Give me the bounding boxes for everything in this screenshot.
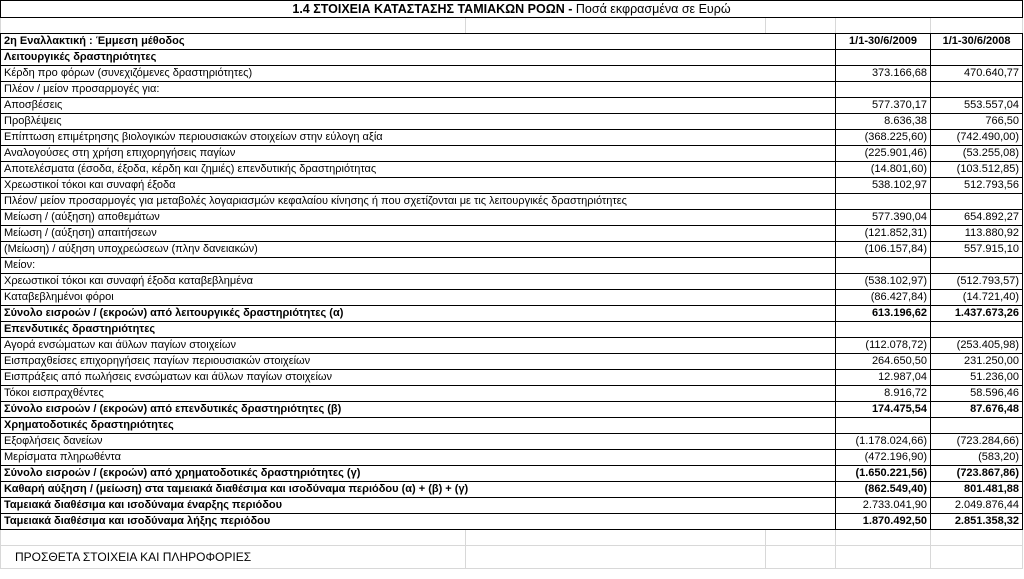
value-2009: (472.196,90) xyxy=(836,450,931,466)
table-row xyxy=(1,66,1023,82)
extra-info-row xyxy=(1,546,1023,569)
value-2008: 231.250,00 xyxy=(931,354,1023,370)
value-2009 xyxy=(836,418,931,434)
header-col-2008: 1/1-30/6/2008 xyxy=(931,34,1023,50)
value-2008: (723.284,66) xyxy=(931,434,1023,450)
value-2008: (253.405,98) xyxy=(931,338,1023,354)
value-2009: (538.102,97) xyxy=(836,274,931,290)
value-2008: (723.867,86) xyxy=(931,466,1023,482)
table-row xyxy=(1,498,1023,514)
row-label: Προβλέψεις xyxy=(1,114,836,130)
row-label: Μείον: xyxy=(1,258,836,274)
table-row xyxy=(1,450,1023,466)
table-row xyxy=(1,194,1023,210)
row-label: Καταβεβλημένοι φόροι xyxy=(1,290,836,306)
table-title-row xyxy=(1,1,1023,18)
table-row xyxy=(1,354,1023,370)
table-row xyxy=(1,178,1023,194)
row-label: Πλέον/ μείον προσαρμογές για μεταβολές λογαριασμών κεφαλαίου κίνησης ή που σχετίζονται με τις λειτουργικές δραστηριότητες xyxy=(1,194,836,210)
value-2009: 8.916,72 xyxy=(836,386,931,402)
value-2008: 58.596,46 xyxy=(931,386,1023,402)
value-2008: 51.236,00 xyxy=(931,370,1023,386)
value-2009: 8.636,38 xyxy=(836,114,931,130)
value-2009: 174.475,54 xyxy=(836,402,931,418)
value-2009: 538.102,97 xyxy=(836,178,931,194)
title-bold: 1.4 ΣΤΟΙΧΕΙΑ ΚΑΤΑΣΤΑΣΗΣ ΤΑΜΙΑΚΩΝ ΡΟΩΝ - xyxy=(292,2,573,16)
row-label: Σύνολο εισροών / (εκροών) από λειτουργικές δραστηριότητες (α) xyxy=(1,306,836,322)
row-label: Πλέον / μείον προσαρμογές για: xyxy=(1,82,836,98)
value-2009: (368.225,60) xyxy=(836,130,931,146)
value-2009: 577.370,17 xyxy=(836,98,931,114)
table-row xyxy=(1,434,1023,450)
value-2009: (86.427,84) xyxy=(836,290,931,306)
value-2008: (512.793,57) xyxy=(931,274,1023,290)
row-label: Χρηματοδοτικές δραστηριότητες xyxy=(1,418,836,434)
value-2009: 2.733.041,90 xyxy=(836,498,931,514)
row-label: Αποσβέσεις xyxy=(1,98,836,114)
table-row xyxy=(1,258,1023,274)
blank-row xyxy=(1,530,1023,546)
header-row xyxy=(1,34,1023,50)
value-2008: (103.512,85) xyxy=(931,162,1023,178)
value-2008: 512.793,56 xyxy=(931,178,1023,194)
table-row xyxy=(1,50,1023,66)
value-2009: (1.178.024,66) xyxy=(836,434,931,450)
value-2009: (14.801,60) xyxy=(836,162,931,178)
table-row xyxy=(1,306,1023,322)
title-normal: Ποσά εκφρασμένα σε Ευρώ xyxy=(572,2,731,16)
value-2009: (112.078,72) xyxy=(836,338,931,354)
value-2009: (225.901,46) xyxy=(836,146,931,162)
table-row xyxy=(1,210,1023,226)
row-label: Κέρδη προ φόρων (συνεχιζόμενες δραστηριότητες) xyxy=(1,66,836,82)
value-2009: 577.390,04 xyxy=(836,210,931,226)
row-label: Τόκοι εισπραχθέντες xyxy=(1,386,836,402)
value-2008: (742.490,00) xyxy=(931,130,1023,146)
row-label: Ταμειακά διαθέσιμα και ισοδύναμα έναρξης περιόδου xyxy=(1,498,836,514)
value-2009: (862.549,40) xyxy=(836,482,931,498)
row-label: Αποτελέσματα (έσοδα, έξοδα, κέρδη και ζημιές) επενδυτικής δραστηριότητας xyxy=(1,162,836,178)
table-row xyxy=(1,322,1023,338)
header-col-2009: 1/1-30/6/2009 xyxy=(836,34,931,50)
row-label: Εξοφλήσεις δανείων xyxy=(1,434,836,450)
row-label: Επενδυτικές δραστηριότητες xyxy=(1,322,836,338)
table-row xyxy=(1,386,1023,402)
table-row xyxy=(1,402,1023,418)
row-label: Επίπτωση επιμέτρησης βιολογικών περιουσιακών στοιχείων στην εύλογη αξία xyxy=(1,130,836,146)
value-2008 xyxy=(931,194,1023,210)
table-title xyxy=(1,1,1023,18)
row-label: (Μείωση) / αύξηση υποχρεώσεων (πλην δανειακών) xyxy=(1,242,836,258)
value-2009 xyxy=(836,82,931,98)
table-row xyxy=(1,370,1023,386)
value-2009: 264.650,50 xyxy=(836,354,931,370)
table-row xyxy=(1,130,1023,146)
value-2008 xyxy=(931,418,1023,434)
row-label: Μερίσματα πληρωθέντα xyxy=(1,450,836,466)
row-label: Χρεωστικοί τόκοι και συναφή έξοδα καταβεβλημένα xyxy=(1,274,836,290)
row-label: Εισπράξεις από πωλήσεις ενσώματων και άϋλων παγίων στοιχείων xyxy=(1,370,836,386)
value-2008: 766,50 xyxy=(931,114,1023,130)
value-2009: 613.196,62 xyxy=(836,306,931,322)
table-row xyxy=(1,226,1023,242)
table-row xyxy=(1,146,1023,162)
value-2008: 557.915,10 xyxy=(931,242,1023,258)
value-2009: 373.166,68 xyxy=(836,66,931,82)
table-row xyxy=(1,418,1023,434)
value-2008: 2.049.876,44 xyxy=(931,498,1023,514)
table-row xyxy=(1,242,1023,258)
table-row xyxy=(1,274,1023,290)
value-2008: 113.880,92 xyxy=(931,226,1023,242)
row-label: Αγορά ενσώματων και άϋλων παγίων στοιχείων xyxy=(1,338,836,354)
value-2008: 2.851.358,32 xyxy=(931,514,1023,530)
blank-row xyxy=(1,18,1023,34)
value-2008: (53.255,08) xyxy=(931,146,1023,162)
value-2009: (1.650.221,56) xyxy=(836,466,931,482)
value-2009: 1.870.492,50 xyxy=(836,514,931,530)
value-2008: 1.437.673,26 xyxy=(931,306,1023,322)
value-2009 xyxy=(836,322,931,338)
extra-info-title: ΠΡΟΣΘΕΤΑ ΣΤΟΙΧΕΙΑ ΚΑΙ ΠΛΗΡΟΦΟΡΙΕΣ xyxy=(1,546,466,569)
row-label: Σύνολο εισροών / (εκροών) από επενδυτικές δραστηριότητες (β) xyxy=(1,402,836,418)
table-row xyxy=(1,114,1023,130)
value-2009: 12.987,04 xyxy=(836,370,931,386)
row-label: Σύνολο εισροών / (εκροών) από χρηματοδοτικές δραστηριότητες (γ) xyxy=(1,466,836,482)
row-label: Μείωση / (αύξηση) αποθεμάτων xyxy=(1,210,836,226)
header-label: 2η Εναλλακτική : Έμμεση μέθοδος xyxy=(1,34,836,50)
value-2009: (106.157,84) xyxy=(836,242,931,258)
row-label: Καθαρή αύξηση / (μείωση) στα ταμειακά διαθέσιμα και ισοδύναμα περιόδου (α) + (β) + (γ) xyxy=(1,482,836,498)
value-2008: 654.892,27 xyxy=(931,210,1023,226)
table-row xyxy=(1,98,1023,114)
table-row xyxy=(1,82,1023,98)
row-label: Μείωση / (αύξηση) απαιτήσεων xyxy=(1,226,836,242)
value-2008: (583,20) xyxy=(931,450,1023,466)
table-row xyxy=(1,514,1023,530)
value-2008 xyxy=(931,82,1023,98)
row-label: Ταμειακά διαθέσιμα και ισοδύναμα λήξης περιόδου xyxy=(1,514,836,530)
table-row xyxy=(1,466,1023,482)
row-label: Αναλογούσες στη χρήση επιχορηγήσεις παγίων xyxy=(1,146,836,162)
value-2009: (121.852,31) xyxy=(836,226,931,242)
row-label: Λειτουργικές δραστηριότητες xyxy=(1,50,836,66)
table-row xyxy=(1,338,1023,354)
value-2008: 801.481,88 xyxy=(931,482,1023,498)
value-2009 xyxy=(836,258,931,274)
value-2008 xyxy=(931,322,1023,338)
value-2008 xyxy=(931,50,1023,66)
row-label: Χρεωστικοί τόκοι και συναφή έξοδα xyxy=(1,178,836,194)
row-label: Εισπραχθείσες επιχορηγήσεις παγίων περιουσιακών στοιχείων xyxy=(1,354,836,370)
value-2008: 87.676,48 xyxy=(931,402,1023,418)
value-2008: (14.721,40) xyxy=(931,290,1023,306)
value-2008 xyxy=(931,258,1023,274)
value-2008: 470.640,77 xyxy=(931,66,1023,82)
value-2009 xyxy=(836,50,931,66)
table-row xyxy=(1,290,1023,306)
table-row xyxy=(1,162,1023,178)
value-2008: 553.557,04 xyxy=(931,98,1023,114)
table-row xyxy=(1,482,1023,498)
value-2009 xyxy=(836,194,931,210)
